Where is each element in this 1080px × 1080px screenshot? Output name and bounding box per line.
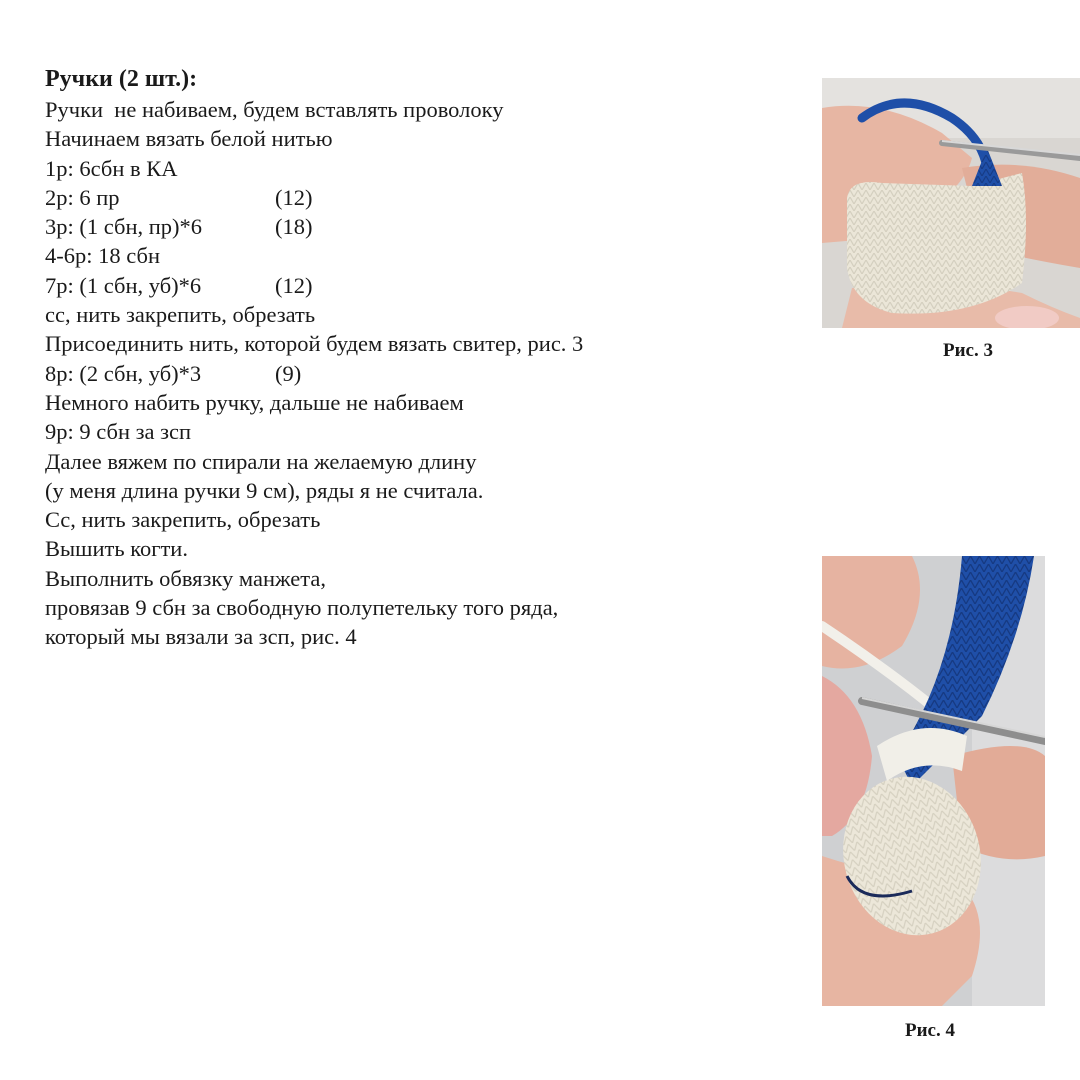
instruction-line: сс, нить закрепить, обрезать <box>45 302 316 328</box>
instruction-line: который мы вязали за зсп, рис. 4 <box>45 624 357 650</box>
instruction-line: Начинаем вязать белой нитью <box>45 126 333 152</box>
figure-3-caption: Рис. 3 <box>943 340 993 361</box>
instruction-line: Немного набить ручку, дальше не набиваем <box>45 389 464 415</box>
row-text: 3р: (1 сбн, пр)*6 <box>45 214 203 240</box>
row-count: (9) <box>275 360 302 386</box>
figure-4-photo <box>822 556 1045 1006</box>
instruction-line: Выполнить обвязку манжета, <box>45 565 326 591</box>
figure-3-photo <box>822 78 1080 328</box>
row-count: (12) <box>275 184 313 210</box>
row-text: 2р: 6 пр <box>45 184 120 210</box>
instruction-line: провязав 9 сбн за свободную полупетельку того ряда, <box>45 595 559 621</box>
instruction-line: Далее вяжем по спирали на желаемую длину <box>45 448 477 474</box>
instruction-line: Вышить когти. <box>45 536 188 562</box>
instruction-line: Сс, нить закрепить, обрезать <box>45 507 321 533</box>
instruction-line: 9р: 9 сбн за зсп <box>45 419 192 445</box>
instruction-line: (у меня длина ручки 9 см), ряды я не считала. <box>45 477 484 503</box>
row-instruction <box>45 183 785 212</box>
row-instruction <box>45 154 785 183</box>
row-instruction <box>45 271 785 300</box>
figure-4-caption: Рис. 4 <box>905 1020 955 1041</box>
row-text: 4-6р: 18 сбн <box>45 243 160 269</box>
row-text: 1р: 6сбн в КА <box>45 155 178 181</box>
section-title: Ручки (2 шт.): <box>45 66 198 92</box>
pattern-text <box>45 64 785 652</box>
row-count: (12) <box>275 272 313 298</box>
row-instruction <box>45 359 785 388</box>
row-text: 7р: (1 сбн, уб)*6 <box>45 272 202 298</box>
row-count: (18) <box>275 214 313 240</box>
instruction-line: Присоединить нить, которой будем вязать свитер, рис. 3 <box>45 331 584 357</box>
row-instruction <box>45 212 785 241</box>
instruction-line: Ручки не набиваем, будем вставлять проволоку <box>45 97 504 122</box>
row-text: 8р: (2 сбн, уб)*3 <box>45 360 202 386</box>
row-instruction <box>45 241 785 270</box>
